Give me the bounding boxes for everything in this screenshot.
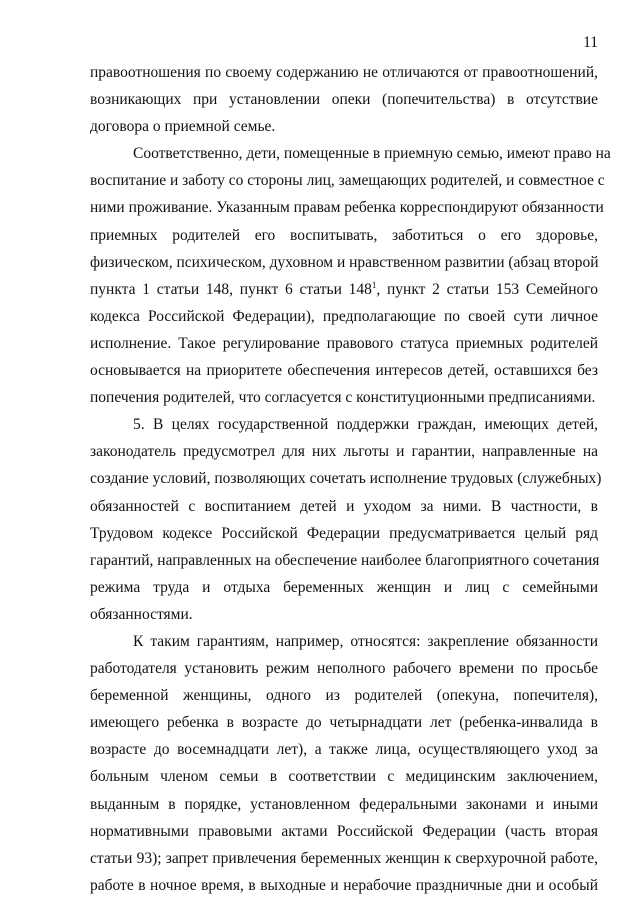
text-line: имеющего ребенка в возрасте до четырнадцати лет (ребенка-инвалида в [90, 714, 598, 732]
text-line: гарантий, направленных на обеспечение наиболее благоприятного сочетания [90, 551, 600, 569]
text-line: статьи 93); запрет привлечения беременных женщин к сверхурочной работе, [90, 849, 598, 867]
text-line: Трудовом кодексе Российской Федерации предусматривается целый ряд [90, 524, 598, 542]
document-body [90, 59, 611, 899]
text-line: режима труда и отдыха беременных женщин и лиц с семейными [90, 578, 598, 596]
text-line: 5. В целях государственной поддержки граждан, имеющих детей, [133, 416, 598, 434]
text-line: попечения родителей, что согласуется с конституционными предписаниями. [90, 389, 596, 407]
text-line: К таким гарантиям, например, относятся: закрепление обязанности [133, 632, 598, 650]
text-line: обязанностей с воспитанием детей и уходом за ними. В частности, в [90, 497, 598, 515]
page-number: 11 [583, 34, 598, 51]
text-line: физическом, психическом, духовном и нравственном развитии (абзац второй [90, 253, 599, 271]
text-line: возрасте до восемнадцати лет), а также лица, осуществляющего уход за [90, 741, 598, 759]
paragraph-2 [90, 140, 611, 411]
superscript-marker: 1 [371, 279, 377, 290]
text-line: основывается на приоритете обеспечения интересов детей, оставшихся без [90, 362, 598, 380]
text-segment: , пункт 2 статьи 153 Семейного [376, 280, 598, 298]
paragraph-4 [90, 628, 598, 899]
text-line: работе в ночное время, в выходные и нерабочие праздничные дни и особый [90, 876, 598, 894]
text-line: больным членом семьи в соответствии с медицинским заключением, [90, 768, 598, 786]
text-line: работодателя установить режим неполного рабочего времени по просьбе [90, 660, 598, 678]
text-line: ними проживание. Указанным правам ребенка корреспондируют обязанности [90, 199, 604, 217]
paragraph-1 [90, 59, 598, 140]
text-line: воспитание и заботу со стороны лиц, замещающих родителей, и совместное с [90, 172, 605, 190]
text-line: правоотношения по своему содержанию не отличаются от правоотношений, [90, 64, 598, 81]
text-line: создание условий, позволяющих сочетать исполнение трудовых (служебных) [90, 470, 602, 488]
text-line: беременной женщины, одного из родителей (опекуна, попечителя), [90, 687, 598, 705]
text-line: Соответственно, дети, помещенные в приемную семью, имеют право на [133, 145, 611, 163]
text-line: приемных родителей его воспитывать, заботиться о его здоровье, [90, 226, 598, 244]
text-line: законодатель предусмотрел для них льготы и гарантии, направленные на [90, 443, 598, 461]
text-line-with-footnote [90, 276, 598, 303]
text-line: договора о приемной семье. [90, 118, 276, 136]
text-segment: пункта 1 статьи 148, пункт 6 статьи 148 [90, 280, 372, 298]
text-line: обязанностями. [90, 605, 193, 623]
text-line: кодекса Российской Федерации), предполагающие по своей сути личное [90, 307, 598, 325]
text-line: исполнение. Такое регулирование правового статуса приемных родителей [90, 334, 598, 352]
paragraph-3 [90, 411, 602, 628]
text-line: возникающих при установлении опеки (попечительства) в отсутствие [90, 91, 598, 109]
text-line: нормативными правовыми актами Российской Федерации (часть вторая [90, 822, 598, 840]
text-line: выданным в порядке, установленном федеральными законами и иными [90, 795, 598, 813]
